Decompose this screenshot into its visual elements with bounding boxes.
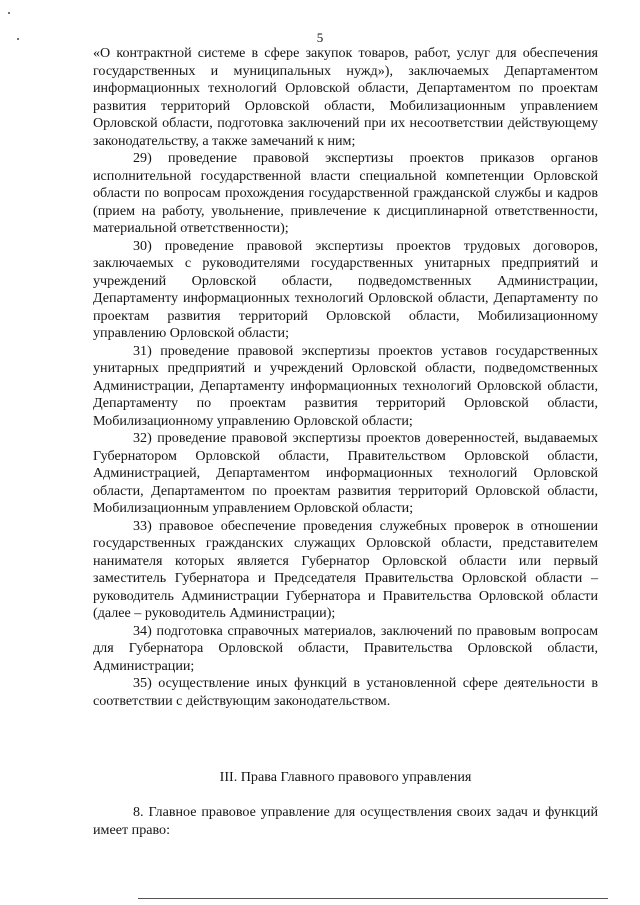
footer-rule [138,898,608,899]
list-item-32: 32) проведение правовой экспертизы проектов доверенностей, выдаваемых Губернатором Орловской области, Правительством Орловской области, Администрацией, Департаментом информационных технологий Орловской области, Департаментом по проектам развития территорий Орловской области, Мобилизационным управлением Орловской области; [93,430,598,516]
paragraph-continuation: «О контрактной системе в сфере закупок товаров, работ, услуг для обеспечения государственных и муниципальных нужд»), заключаемых Департаментом информационных технологий Орловской области, Департаментом по проектам развития территорий Орловской области, Мобилизационным управлением Орловской области, подготовка заключений при их несоответствии действующему законодательству, а также замечаний к ним; [93,45,598,149]
paragraph-8: 8. Главное правовое управление для осуществления своих задач и функций имеет право: [93,804,598,838]
list-item-30: 30) проведение правовой экспертизы проектов трудовых договоров, заключаемых с руководителями государственных унитарных предприятий и учреждений Орловской области, подведомственных Администрации, Департаменту информационных технологий Орловской области, Департаменту по проектам развития территорий Орловской области, Мобилизационному управлению Орловской области; [93,237,598,341]
list-item-31: 31) проведение правовой экспертизы проектов уставов государственных унитарных предприятий и учреждений Орловской области, подведомственных Администрации, Департаменту информационных технологий Орловской области, Департаменту по проектам развития территорий Орловской области, Мобилизационному управлению Орловской области; [93,342,598,429]
list-item-35: 35) осуществление иных функций в установленной сфере деятельности в соответствии с действующим законодательством. [93,675,598,709]
list-item-34: 34) подготовка справочных материалов, заключений по правовым вопросам для Губернатора Орловской области, Правительства Орловской области, Администрации; [93,622,598,674]
document-body [93,45,598,710]
list-item-33: 33) правовое обеспечение проведения служебных проверок в отношении государственных гражданских служащих Орловской области, представителем нанимателя которых является Губернатор Орловской области или первый заместитель Губернатора и Председателя Правительства Орловской области – руководитель Администрации Губернатора и Правительства Орловской области (далее – руководитель Администрации); [93,517,598,621]
page-number: 5 [316,30,324,45]
list-item-29: 29) проведение правовой экспертизы проектов приказов органов исполнительной государственной власти специальной компетенции Орловской области по вопросам прохождения государственной гражданской службы и кадров (прием на работу, увольнение, привлечение к дисциплинарной ответственности, материальной ответственности); [93,150,598,236]
section-heading: III. Права Главного правового управления [219,769,472,785]
scan-speck [8,12,10,14]
